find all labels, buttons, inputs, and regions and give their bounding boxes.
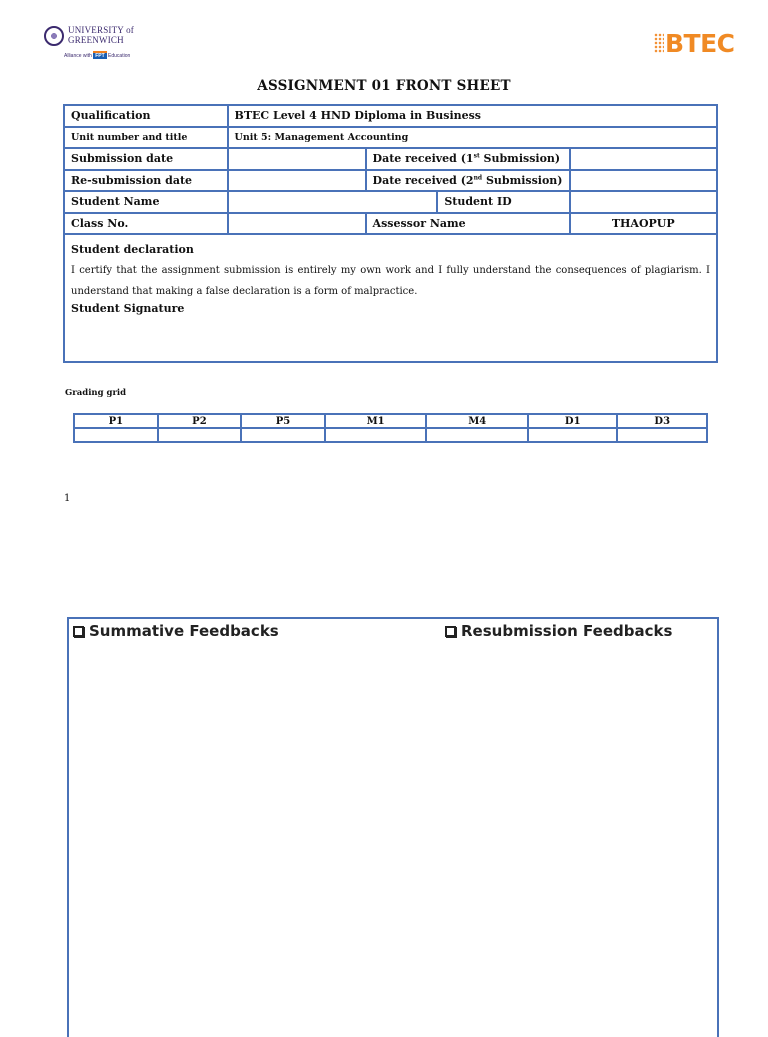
grade-cell-p2[interactable] [158, 428, 242, 442]
unit-label: Unit number and title [64, 127, 228, 149]
assessor-value: THAOPUP [570, 213, 717, 235]
page-number: 1 [64, 493, 71, 504]
student-name-label: Student Name [64, 191, 228, 213]
resubmission-date-field[interactable] [228, 170, 366, 192]
checkbox-icon[interactable] [445, 626, 456, 637]
btec-dots-icon [654, 33, 664, 53]
unit-value: Unit 5: Management Accounting [228, 127, 717, 149]
date-received-2-label: Date received (2nd Submission) [366, 170, 570, 192]
grade-header-p1: P1 [74, 414, 158, 428]
date-received-1-label: Date received (1st Submission) [366, 148, 570, 170]
table-row [64, 234, 717, 362]
uog-line2: GREENWICH [68, 35, 124, 45]
submission-date-field[interactable] [228, 148, 366, 170]
resubmission-feedback-heading[interactable]: Resubmission Feedbacks [445, 622, 672, 640]
university-of-greenwich-logo [44, 24, 144, 64]
university-seal-icon [44, 26, 64, 46]
table-row [64, 213, 717, 235]
fpt-logo: FPT [95, 53, 105, 59]
grading-grid-label: Grading grid [65, 388, 127, 398]
grade-header-d1: D1 [528, 414, 617, 428]
student-id-label: Student ID [437, 191, 569, 213]
table-row [64, 191, 717, 213]
btec-wordmark: BTEC [665, 29, 735, 58]
class-field[interactable] [228, 213, 366, 235]
class-label: Class No. [64, 213, 228, 235]
declaration-text: I certify that the assignment submission is entirely my own work and I fully understand the consequences of plagiarism. I understand that making a false declaration is a form of malpractice. [71, 265, 710, 297]
student-id-field[interactable] [570, 191, 717, 213]
grade-header-m1: M1 [325, 414, 427, 428]
grade-cell-d1[interactable] [528, 428, 617, 442]
table-row [64, 170, 717, 192]
feedback-box [67, 617, 719, 1037]
grade-header-d3: D3 [617, 414, 707, 428]
uog-line1: UNIVERSITY of [68, 25, 135, 35]
date-received-1-field[interactable] [570, 148, 717, 170]
qualification-value: BTEC Level 4 HND Diploma in Business [228, 105, 717, 127]
grade-cell-p5[interactable] [241, 428, 325, 442]
signature-label: Student Signature [71, 302, 185, 315]
resubmission-date-label: Re-submission date [64, 170, 228, 192]
declaration-cell [64, 234, 717, 362]
table-row [64, 105, 717, 127]
grade-header-p5: P5 [241, 414, 325, 428]
grade-cell-m4[interactable] [426, 428, 528, 442]
qualification-label: Qualification [64, 105, 228, 127]
table-row [74, 428, 707, 442]
btec-logo [654, 30, 736, 58]
grade-cell-d3[interactable] [617, 428, 707, 442]
assessor-label: Assessor Name [366, 213, 570, 235]
grading-grid [73, 413, 708, 443]
assignment-info-table [63, 104, 718, 363]
grade-cell-p1[interactable] [74, 428, 158, 442]
table-row [64, 127, 717, 149]
checkbox-icon[interactable] [73, 626, 84, 637]
date-received-2-field[interactable] [570, 170, 717, 192]
grade-header-m4: M4 [426, 414, 528, 428]
table-row [74, 414, 707, 428]
table-row [64, 148, 717, 170]
page-title: ASSIGNMENT 01 FRONT SHEET [257, 78, 511, 94]
uog-alliance: Alliance with FPT Education [64, 53, 131, 59]
grade-header-p2: P2 [158, 414, 242, 428]
submission-date-label: Submission date [64, 148, 228, 170]
declaration-title: Student declaration [71, 243, 194, 256]
student-name-field[interactable] [228, 191, 438, 213]
summative-feedback-heading[interactable]: Summative Feedbacks [73, 622, 279, 640]
grade-cell-m1[interactable] [325, 428, 427, 442]
